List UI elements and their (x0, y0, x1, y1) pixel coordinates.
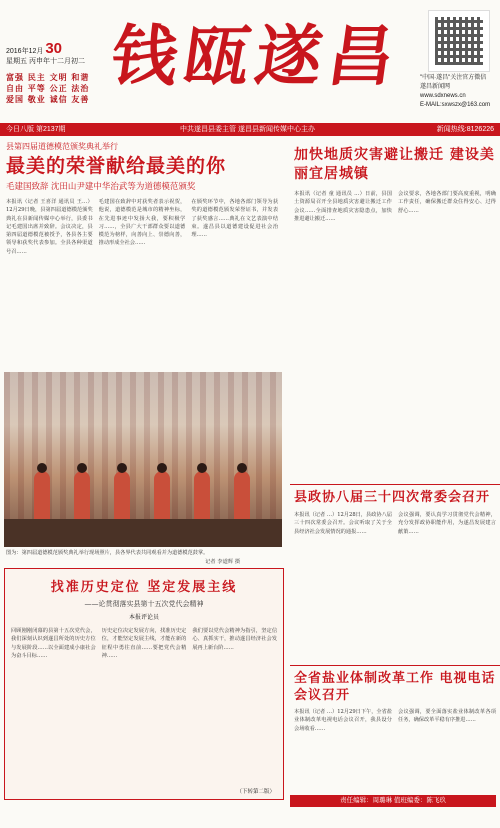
story2-headline[interactable]: 县政协八届三十四次常委会召开 (294, 490, 491, 505)
story3-col-2: 会议强调，要全面落实盐业体制改革各项任务，确保改革平稳有序推进…… (398, 709, 496, 724)
date-block (6, 40, 96, 67)
sponsor-info: 中共遂昌县委主管 遂昌县新闻传媒中心主办 (180, 126, 315, 133)
commentary-col-2: 历史定位决定发展方向，找准历史定位，才能坚定发展主线，才能在新的征程中勇往直前……要把党代会精神…… (101, 628, 187, 659)
commentary-title[interactable]: 找准历史定位 坚定发展主线 (50, 580, 238, 595)
lead-subhead: 毛建国致辞 沈田山尹建中华治武等为道德模范颁奖 (6, 181, 196, 191)
commentary-col-1: 回顾刚刚闭幕的县第十五次党代会，我们深刻认识到遂昌所处的历史方位与发展阶段……以全面建成小康社会为奋斗目标…… (11, 628, 96, 659)
editor-footer: 责任编辑：周璐琳 值班编委：陈飞玖 (290, 795, 496, 807)
story2-col-1: 本报讯（记者 …）12月28日，县政协八届三十四次常委会召开。会议听取了关于全县经济社会发展情况的通报…… (294, 512, 392, 535)
lead-body-col-1: 本报讯（记者 王喜洋 通讯员 王…）12月29日晚，县第四届道德模范颁奖典礼在县新闻传媒中心举行，县委书记毛建国出席并致辞。会议决定，县第四届道德模范被授予，各县各主要领导和获奖代表参加。全县各种渠道号召…… (6, 199, 93, 255)
story2-col-2: 会议强调，要认真学习贯彻党代会精神，充分发挥政协职能作用，为遂昌发展建言献策…… (398, 512, 496, 535)
story1-headline[interactable]: 加快地质灾害避让搬迁 建设美丽宜居城镇 (294, 147, 495, 182)
story3-col-1: 本报讯（记者 …）12月29日下午，全省盐业体制改革电视电话会议召开，我县设分会场收看…… (294, 709, 392, 732)
issue-info: 今日八版 第2137期 (6, 126, 66, 133)
commentary-author: 本报评论员 (128, 614, 159, 621)
news-photo[interactable] (4, 372, 282, 547)
lead-kicker: 县第四届道德模范颁奖典礼举行 (6, 142, 118, 151)
commentary-col-3: 我们要以党代会精神为指引，坚定信心、真抓实干，推动遂昌经济社会发展再上新台阶…… (192, 628, 278, 651)
values-line-1: 富强 民主 文明 和谐 (6, 72, 90, 82)
issue-bar (0, 123, 500, 136)
commentary-box (4, 568, 284, 800)
newspaper-logo: 钱瓯遂昌 (106, 17, 406, 95)
story1-col-2: 会议要求，各地各部门要高度重视，明确工作责任，确保搬迁群众住得安心、过得舒心…… (398, 191, 496, 214)
email-link[interactable]: E-MAIL:sxwszx@163.com (420, 102, 491, 108)
qr-caption-text: "中国·遂昌"关注官方微信 (420, 75, 487, 81)
commentary-subtitle: ——论贯彻落实县第十五次党代会精神 (84, 600, 204, 608)
qr-code[interactable] (428, 10, 490, 72)
lead-body-col-2: 毛建国在致辞中对获奖者表示祝贺，他说，道德模范是城市的精神坐标，在先进事迹中发扬大我，要积极学习……，全县广大干部群众要以道德模范为榜样，向善向上、崇德向善，推动形成全社会…… (98, 199, 186, 247)
date-day: 30 (45, 40, 62, 57)
masthead (0, 0, 500, 118)
values-line-3: 爱国 敬业 诚信 友善 (6, 94, 90, 104)
story1-col-1: 本报讯（记者 童 通讯员 …）日前，县国土资源局召开全县地质灾害避让搬迁工作会议……全面排查地质灾害隐患点，加快推进避让搬迁…… (294, 191, 392, 222)
values-line-2: 自由 平等 公正 法治 (6, 83, 90, 93)
qr-caption (420, 74, 492, 110)
core-values (6, 72, 96, 105)
continued-note: （下转第二版） (236, 789, 275, 795)
website-link[interactable]: 遂昌新闻网 www.sdxnews.cn (420, 84, 466, 99)
photo-credit: 记者 李道辉 摄 (205, 559, 241, 565)
weekday-line: 星期五 丙申年十二月初二 (6, 58, 85, 65)
lead-headline[interactable]: 最美的荣誉献给最美的你 (6, 155, 227, 177)
right-column (290, 138, 500, 828)
date-year-month: 2016年12月 (6, 48, 44, 55)
hotline: 新闻热线:8126226 (436, 126, 494, 133)
photo-caption: 图为：第四届道德模范颁奖典礼举行现场照片，县各界代表共同观看并为道德模范鼓掌。 (6, 550, 209, 556)
lead-body-col-3: 在颁奖环节中，各地各部门领导为获奖的道德模范颁发荣誉证书，并发表了获奖感言……典礼在文艺表演中结束。遂昌县以道德建设促进社会治理…… (191, 199, 279, 239)
story3-headline[interactable]: 全省盐业体制改革工作 电视电话会议召开 (294, 671, 496, 703)
lead-article (0, 138, 284, 358)
